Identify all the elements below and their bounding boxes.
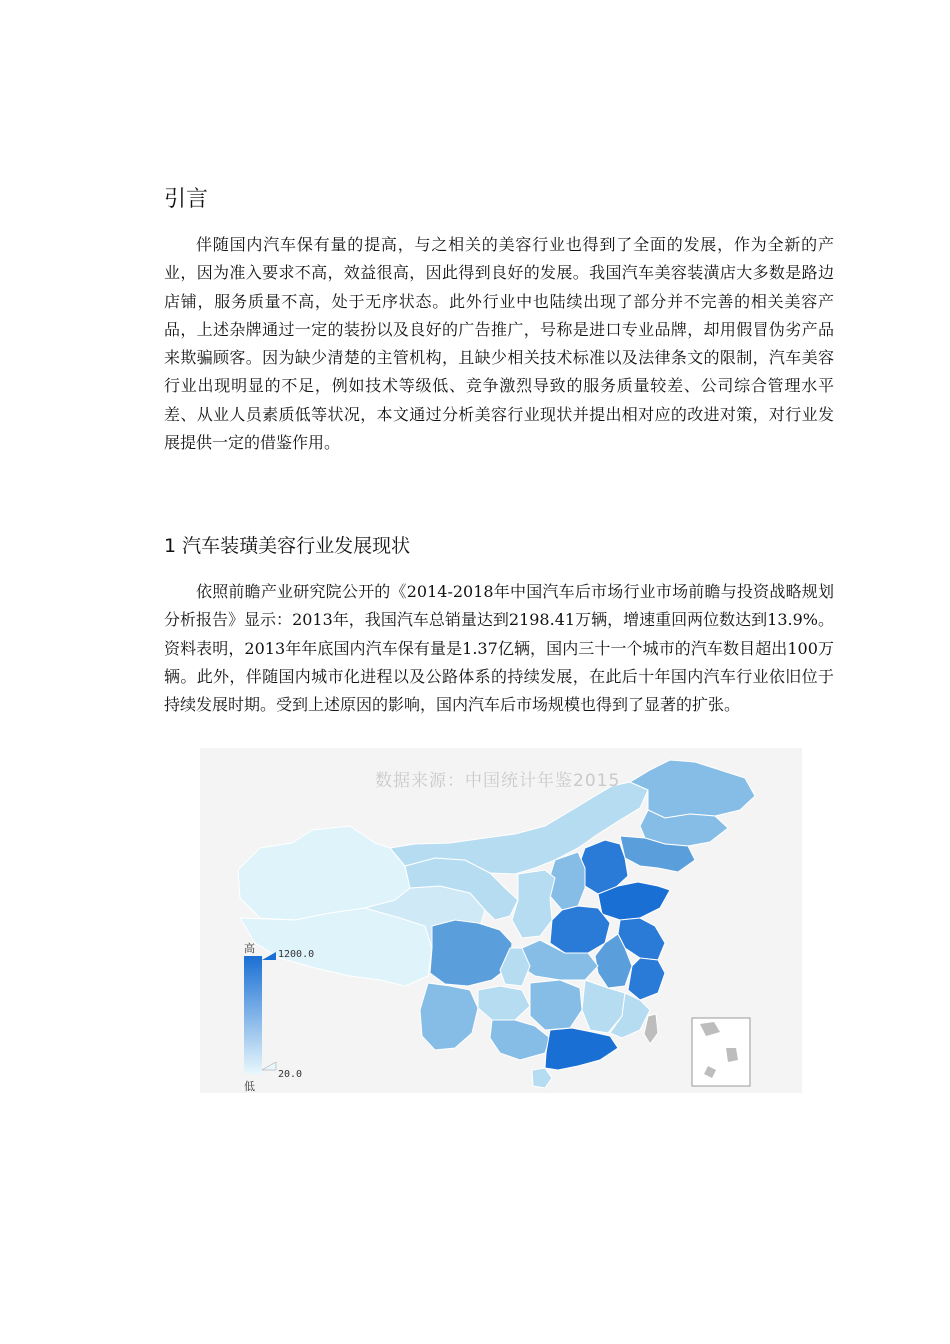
paragraph-text: 依照前瞻产业研究院公开的《2014-2018年中国汽车后市场行业市场前瞻与投资战略规划分析报告》显示：2013年，我国汽车总销量达到2198.41万辆，增速重回两位数达到13.9%。资料表明，2013年年底国内汽车保有量是1.37亿辆，国内三十一个城市的汽车数目超出100万辆。此外，伴随国内城市化进程以及公路体系的持续发展，在此后十年国内汽车行业依旧位于持续发展时期。受到上述原因的影响，国内汽车后市场规模也得到了显著的扩张。 (164, 582, 834, 715)
region-yunnan (420, 983, 478, 1050)
china-choropleth-map (200, 748, 802, 1093)
region-heilongjiang (630, 760, 755, 818)
intro-paragraph (164, 231, 834, 457)
legend-min-marker (262, 1062, 276, 1070)
map-graphic (200, 748, 802, 1093)
south-sea-inset (692, 1018, 750, 1086)
region-sichuan (430, 920, 512, 986)
region-guizhou (478, 986, 530, 1020)
region-hainan (532, 1068, 552, 1088)
legend-high-label: 高 (244, 942, 255, 955)
legend-low-label: 低 (244, 1080, 255, 1093)
region-guangdong (545, 1028, 618, 1070)
region-henan (550, 906, 610, 953)
legend-gradient-bar (244, 956, 262, 1074)
region-zhejiang (628, 958, 665, 1000)
legend-max-value: 1200.0 (278, 949, 315, 960)
legend-min-value: 20.0 (278, 1069, 303, 1080)
paragraph-text: 伴随国内汽车保有量的提高，与之相关的美容行业也得到了全面的发展，作为全新的产业，因为准入要求不高，效益很高，因此得到良好的发展。我国汽车美容装潢店大多数是路边店铺，服务质量不高，处于无序状态。此外行业中也陆续出现了部分并不完善的相关美容产品，上述杂牌通过一定的装扮以及良好的广告推广，号称是进口专业品牌，却用假冒伪劣产品来欺骗顾客。因为缺少清楚的主管机构，且缺少相关技术标准以及法律条文的限制，汽车美容行业出现明显的不足，例如技术等级低、竞争激烈导致的服务质量较差、公司综合管理水平差、从业人员素质低等状况，本文通过分析美容行业现状并提出相对应的改进对策，对行业发展提供一定的借鉴作用。 (164, 235, 834, 453)
section-heading-1: 1 汽车装璜美容行业发展现状 (164, 535, 411, 557)
section-1-paragraph (164, 578, 834, 719)
source-caption: 数据来源：中国统计年鉴2015 (375, 771, 621, 791)
region-tibet (240, 908, 432, 986)
region-hunan (530, 980, 582, 1030)
region-shaanxi (512, 870, 555, 938)
legend-max-marker (262, 952, 276, 960)
section-heading-intro: 引言 (164, 187, 209, 212)
region-shanxi (550, 852, 585, 910)
